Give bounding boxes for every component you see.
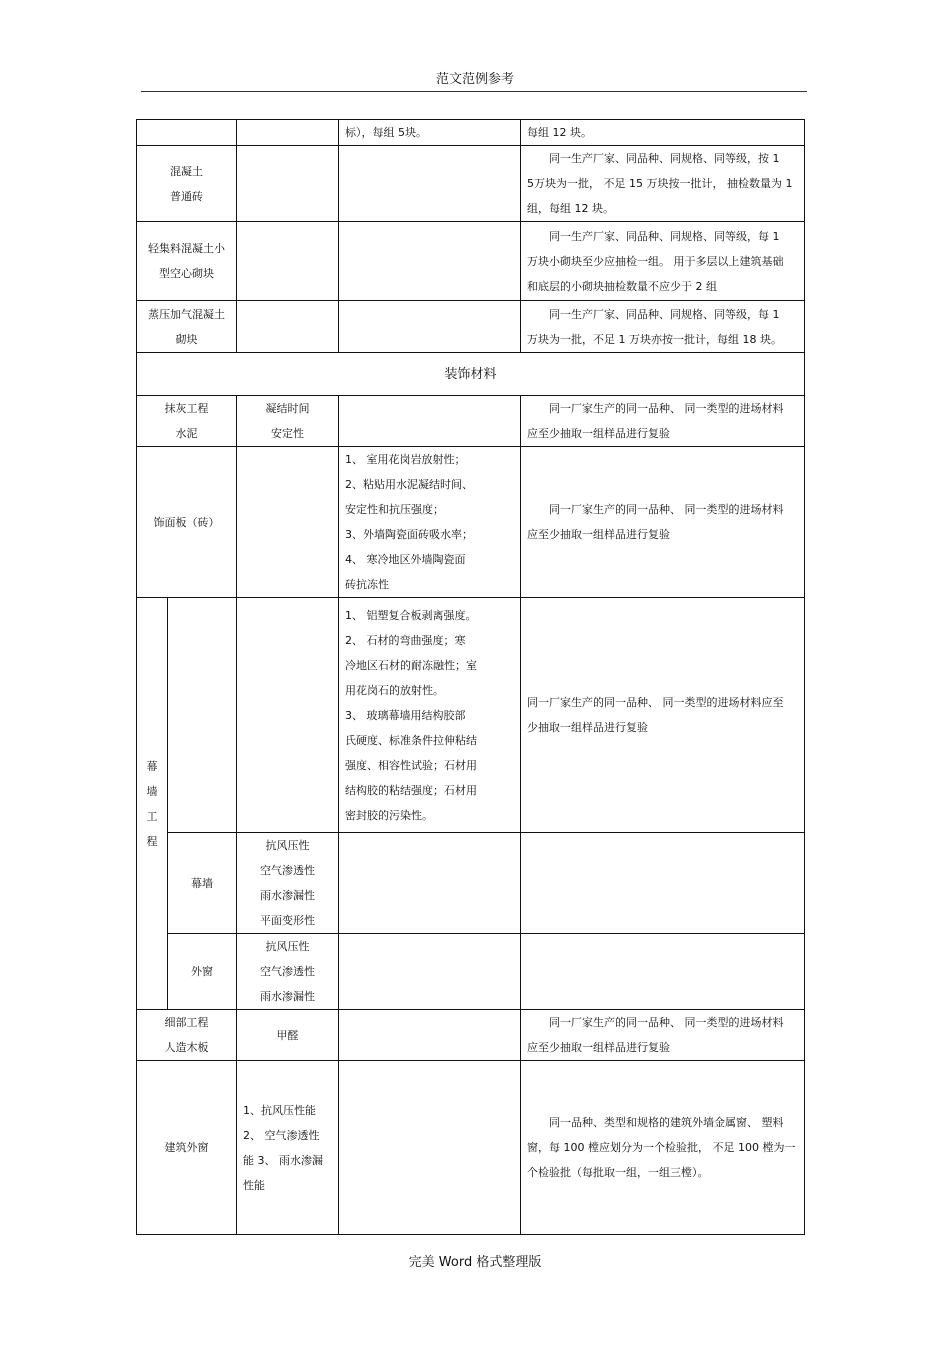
cell-rule: 同一品种、类型和规格的建筑外墙金属窗、 塑料 窗，每 100 樘应划分为一个检验批， 不足 100 樘为一 个检验批（每批取一组，一组三樘）。: [521, 1061, 805, 1235]
cell-checks: [339, 222, 521, 301]
cell-rule: [521, 833, 805, 934]
cell-rule: 同一生产厂家、同品种、同规格、同等级，每 1 万块小砌块至少应抽检一组。 用于多层以上建筑基础 和底层的小砌块抽检数量不应少于 2 组: [521, 222, 805, 301]
cell-checks: 标），每组 5块。: [339, 120, 521, 146]
cell-checks: [339, 146, 521, 222]
cell-item: [237, 120, 339, 146]
cell-name: 蒸压加气混凝土 砌块: [137, 301, 237, 353]
cell-item: 抗风压性 空气渗透性 雨水渗漏性 平面变形性: [237, 833, 339, 934]
cell-item: 1、抗风压性能 2、 空气渗透性 能 3、 雨水渗漏 性能: [237, 1061, 339, 1235]
table-row: [137, 598, 805, 833]
cell-item: [237, 146, 339, 222]
cell-checks: [339, 934, 521, 1010]
page-footer: 完美 Word 格式整理版: [408, 1255, 542, 1270]
table-row: [137, 1061, 805, 1235]
cell-rule: 同一生产厂家、同品种、同规格、同等级，按 1 5万块为一批， 不足 15 万块按一批计， 抽检数量为 1 组，每组 12 块。: [521, 146, 805, 222]
cell-checks: [339, 833, 521, 934]
cell-name: 混凝土 普通砖: [137, 146, 237, 222]
cell-rule: 同一厂家生产的同一品种、 同一类型的进场材料 应至少抽取一组样品进行复验: [521, 396, 805, 447]
cell-group-curtain: 幕 墙 工 程: [137, 598, 168, 1010]
cell-rule: 同一生产厂家、同品种、同规格、同等级，每 1 万块为一批，不足 1 万块亦按一批计，每组 18 块。: [521, 301, 805, 353]
cell-name: [137, 120, 237, 146]
cell-checks: [339, 396, 521, 447]
cell-name: 建筑外窗: [137, 1061, 237, 1235]
cell-name: [168, 598, 237, 833]
cell-name: 幕墙: [168, 833, 237, 934]
cell-checks: 1、 铝塑复合板剥离强度。 2、 石材的弯曲强度；寒 冷地区石材的耐冻融性；室 用花岗石的放射性。 3、 玻璃幕墙用结构胶部 氏硬度、标准条件拉伸粘结 强度、相容性试验；石材用 结构胶的粘结强度；石材用 密封胶的污染性。: [339, 598, 521, 833]
table-row: [137, 146, 805, 222]
cell-rule: 同一厂家生产的同一品种、 同一类型的进场材料 应至少抽取一组样品进行复验: [521, 447, 805, 598]
cell-checks: [339, 1061, 521, 1235]
table-row: [137, 447, 805, 598]
cell-checks: [339, 301, 521, 353]
cell-name: 饰面板（砖）: [137, 447, 237, 598]
table-row: [137, 301, 805, 353]
materials-table: [136, 119, 805, 1235]
cell-item: 凝结时间 安定性: [237, 396, 339, 447]
cell-rule: 同一厂家生产的同一品种、 同一类型的进场材料 应至少抽取一组样品进行复验: [521, 1010, 805, 1061]
header-rule: [141, 91, 807, 92]
cell-item: [237, 447, 339, 598]
cell-rule: 每组 12 块。: [521, 120, 805, 146]
section-row: [137, 353, 805, 396]
table-row: [137, 222, 805, 301]
table-row: [137, 833, 805, 934]
table-row: [137, 120, 805, 146]
cell-name: 轻集料混凝土小 型空心砌块: [137, 222, 237, 301]
table-row: [137, 1010, 805, 1061]
cell-item: [237, 598, 339, 833]
table-row: [137, 934, 805, 1010]
cell-item: [237, 301, 339, 353]
table-row: [137, 396, 805, 447]
cell-item: [237, 222, 339, 301]
cell-name: 外窗: [168, 934, 237, 1010]
page-header: 范文范例参考: [435, 72, 514, 87]
cell-name: 细部工程 人造木板: [137, 1010, 237, 1061]
section-title: 装饰材料: [137, 353, 805, 396]
cell-rule: [521, 934, 805, 1010]
cell-checks: [339, 1010, 521, 1061]
cell-checks: 1、 室用花岗岩放射性； 2、粘贴用水泥凝结时间、 安定性和抗压强度； 3、外墙陶瓷面砖吸水率； 4、 寒冷地区外墙陶瓷面 砖抗冻性: [339, 447, 521, 598]
cell-item: 甲醛: [237, 1010, 339, 1061]
cell-name: 抹灰工程 水泥: [137, 396, 237, 447]
cell-item: 抗风压性 空气渗透性 雨水渗漏性: [237, 934, 339, 1010]
cell-rule: 同一厂家生产的同一品种、 同一类型的进场材料应至 少抽取一组样品进行复验: [521, 598, 805, 833]
